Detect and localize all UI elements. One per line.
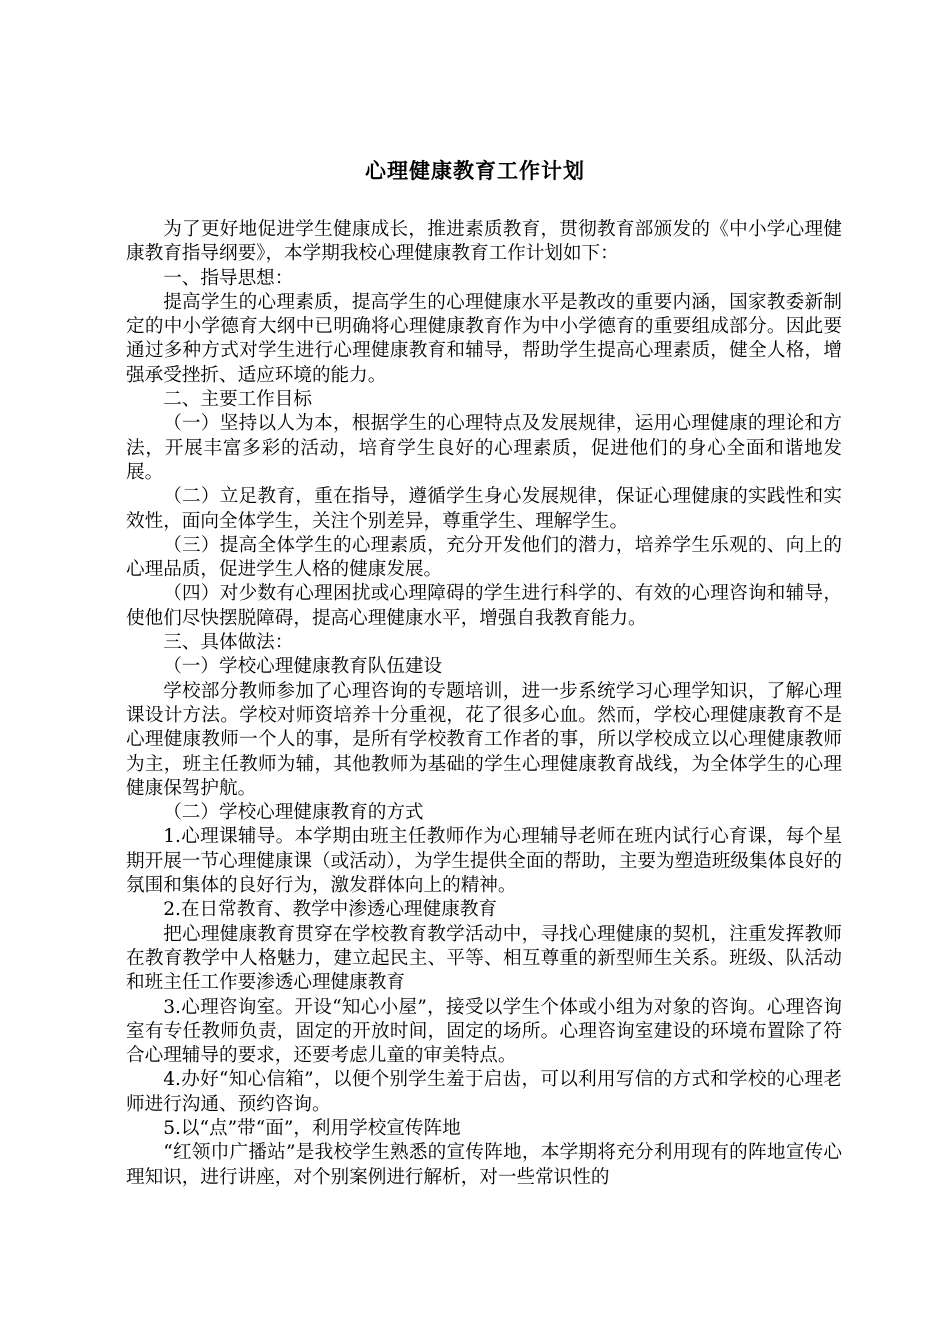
subheading-team-building: （一）学校心理健康教育队伍建设 [163,656,443,678]
paragraph-team-building: 学校部分教师参加了心理咨询的专题培训，进一步系统学习心理学知识，了解心理课设计方法。学校对师资培养十分重视，花了很多心血。然而，学校心理健康教育不是心理健康教师一个人的事，是所有学校教育工作者的事，所以学校成立以心理健康教师为主，班主任教师为辅，其他教师为基础的学生心理健康教育战线，为全体学生的心理健康保驾护航。 [126,680,842,799]
paragraph-method-2-heading: 2.在日常教育、教学中渗透心理健康教育 [163,899,498,921]
subheading-education-methods: （二）学校心理健康教育的方式 [163,802,424,824]
paragraph-goal-2: （二）立足教育，重在指导，遵循学生身心发展规律，保证心理健康的实践性和实效性，面向全体学生，关注个别差异，尊重学生、理解学生。 [126,486,842,532]
heading-methods: 三、具体做法： [163,632,294,654]
paragraph-method-5: “红领巾广播站”是我校学生熟悉的宣传阵地，本学期将充分利用现有的阵地宣传心理知识，进行讲座，对个别案例进行解析，对一些常识性的 [126,1142,842,1188]
paragraph-goal-3: （三）提高全体学生的心理素质，充分开发他们的潜力，培养学生乐观的、向上的心理品质，促进学生人格的健康发展。 [126,534,842,581]
paragraph-method-4: 4.办好“知心信箱”，以便个别学生羞于启齿，可以利用写信的方式和学校的心理老师进行沟通、预约咨询。 [126,1069,842,1115]
heading-guiding-ideology: 一、指导思想： [163,267,294,289]
paragraph-intro: 为了更好地促进学生健康成长，推进素质教育，贯彻教育部颁发的《中小学心理健康教育指导纲要》，本学期我校心理健康教育工作计划如下： [126,219,842,265]
paragraph-method-2: 把心理健康教育贯穿在学校教育教学活动中，寻找心理健康的契机，注重发挥教师在教育教学中人格魅力，建立起民主、平等、相互尊重的新型师生关系。班级、队活动和班主任工作要渗透心理健康教育 [126,923,842,994]
paragraph-goal-4: （四）对少数有心理困扰或心理障碍的学生进行科学的、有效的心理咨询和辅导，使他们尽快摆脱障碍，提高心理健康水平，增强自我教育能力。 [126,583,842,629]
document-body [126,218,842,1190]
paragraph-goal-1: （一）坚持以人为本，根据学生的心理特点及发展规律，运用心理健康的理论和方法，开展丰富多彩的活动，培育学生良好的心理素质，促进他们的身心全面和谐地发展。 [126,413,842,483]
paragraph-method-3: 3.心理咨询室。开设“知心小屋”，接受以学生个体或小组为对象的咨询。心理咨询室有专任教师负责，固定的开放时间，固定的场所。心理咨询室建设的环境布置除了符合心理辅导的要求，还要考虑儿童的审美特点。 [126,996,842,1067]
paragraph-guiding-ideology: 提高学生的心理素质，提高学生的心理健康水平是教改的重要内涵，国家教委新制定的中小学德育大纲中已明确将心理健康教育作为中小学德育的重要组成部分。因此要通过多种方式对学生进行心理健康教育和辅导，帮助学生提高心理素质，健全人格，增强承受挫折、适应环境的能力。 [126,291,842,386]
paragraph-method-5-heading: 5.以“点”带“面”，利用学校宣传阵地 [163,1117,461,1139]
heading-main-goals: 二、主要工作目标 [163,389,312,411]
paragraph-method-1: 1.心理课辅导。本学期由班主任教师作为心理辅导老师在班内试行心育课，每个星期开展一节心理健康课（或活动），为学生提供全面的帮助，主要为塑造班级集体良好的氛围和集体的良好行为，激发群体向上的精神。 [126,826,842,897]
document-title: 心理健康教育工作计划 [365,159,585,183]
